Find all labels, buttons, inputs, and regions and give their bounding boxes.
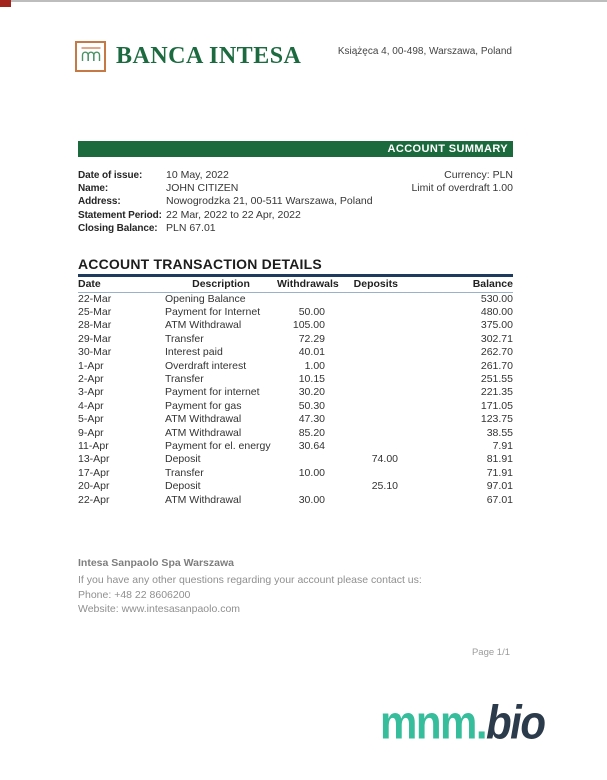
table-row [78,439,513,452]
table-row [78,359,513,372]
transactions-table [78,277,513,507]
summary-label-date-of-issue: Date of issue: [78,170,143,181]
cell-date: 5-Apr [78,413,104,426]
overdraft-line: Limit of overdraft 1.00 [411,182,513,195]
page-top-rule [0,0,607,2]
summary-right-info [411,169,513,195]
watermark-prefix: mnm. [380,696,487,749]
cell-description: Opening Balance [165,292,246,305]
summary-label-statement-period: Statement Period: [78,209,162,221]
cell-description: Deposit [165,480,201,493]
corner-mark [0,0,11,7]
cell-deposits [325,359,398,372]
cell-balance: 7.91 [492,439,513,452]
cell-withdrawals: 50.00 [298,306,325,319]
cell-deposits [325,426,398,439]
table-row [78,426,513,439]
cell-date: 3-Apr [78,386,104,399]
cell-description: ATM Withdrawal [165,426,242,439]
cell-description: Transfer [165,466,204,479]
cell-balance: 262.70 [480,346,513,359]
cell-deposits [325,346,398,359]
statement-footer [78,556,422,617]
cell-date: 13-Apr [78,453,110,466]
column-header-balance: Balance [398,277,513,293]
table-row [78,453,513,466]
cell-description: ATM Withdrawal [165,493,242,506]
footer-website: Website: www.intesasanpaolo.com [78,603,241,616]
cell-date: 22-Mar [78,292,112,305]
cell-balance: 480.00 [480,306,513,319]
column-header-deposits: Deposits [325,277,398,293]
cell-balance: 302.71 [480,332,513,345]
table-row [78,466,513,479]
bank-logo [75,41,106,72]
cell-balance: 375.00 [480,319,513,332]
cell-deposits [325,372,398,385]
cell-withdrawals [277,292,325,305]
summary-label-address: Address: [78,196,121,208]
cell-withdrawals: 10.00 [298,466,325,479]
cell-date: 29-Mar [78,332,112,345]
transactions-body [78,292,513,506]
table-row [78,319,513,332]
cell-date: 20-Apr [78,480,110,493]
cell-deposits [325,332,398,345]
table-row [78,346,513,359]
cell-deposits: 74.00 [371,453,398,466]
cell-withdrawals: 47.30 [298,413,325,426]
cell-balance: 67.01 [486,493,513,506]
column-header-date: Date [78,277,165,293]
column-header-description: Description [165,277,277,293]
summary-value-date-of-issue: 10 May, 2022 [166,169,229,181]
cell-balance: 38.55 [486,426,513,439]
aqueduct-arches-icon [79,42,103,71]
cell-deposits [325,493,398,506]
cell-description: Deposit [165,453,201,466]
transactions-title: ACCOUNT TRANSACTION DETAILS [78,256,322,272]
cell-description: Overdraft interest [165,359,247,372]
table-row [78,479,513,492]
cell-deposits: 25.10 [371,480,398,493]
cell-withdrawals [277,453,325,466]
cell-date: 2-Apr [78,373,104,386]
cell-description: Payment for internet [165,386,260,399]
cell-date: 25-Mar [78,306,112,319]
cell-withdrawals: 72.29 [298,332,325,345]
cell-withdrawals: 1.00 [304,359,325,372]
cell-balance: 221.35 [480,386,513,399]
summary-label-name: Name: [78,183,109,195]
summary-value-address: Nowogrodzka 21, 00-511 Warszawa, Poland [166,195,373,208]
table-row [78,399,513,412]
summary-label-closing-balance: Closing Balance: [78,222,158,234]
cell-date: 4-Apr [78,399,104,412]
page-indicator: Page 1/1 [471,647,510,658]
cell-deposits [325,413,398,426]
currency-line: Currency: PLN [444,169,513,181]
cell-balance: 251.55 [480,373,513,386]
cell-balance: 81.91 [486,453,513,466]
cell-date: 28-Mar [78,319,112,332]
cell-date: 1-Apr [78,359,104,372]
cell-deposits [325,439,398,452]
cell-deposits [325,305,398,318]
cell-deposits [325,386,398,399]
table-row [78,372,513,385]
cell-description: Transfer [165,373,204,386]
cell-deposits [325,292,398,305]
watermark-suffix: bio [486,696,545,749]
cell-description: ATM Withdrawal [165,319,242,332]
cell-description: ATM Withdrawal [165,413,242,426]
cell-date: 9-Apr [78,426,104,439]
bank-name: BANCA INTESA [116,43,302,69]
table-row [78,493,513,506]
table-header-row [78,277,513,293]
account-summary-banner: ACCOUNT SUMMARY [78,141,513,157]
cell-deposits [325,466,398,479]
cell-description: Interest paid [165,346,223,359]
summary-value-name: JOHN CITIZEN [166,182,239,195]
cell-withdrawals: 10.15 [298,373,325,386]
cell-description: Payment for Internet [165,306,261,319]
cell-balance: 530.00 [480,292,513,305]
cell-withdrawals: 40.01 [298,346,325,359]
cell-withdrawals [277,479,325,492]
column-header-withdrawals: Withdrawals [277,277,325,293]
bank-address: Książęca 4, 00-498, Warszawa, Poland [337,46,512,57]
footer-phone: Phone: +48 22 8606200 [78,588,191,601]
cell-withdrawals: 85.20 [298,426,325,439]
cell-description: Payment for el. energy [165,439,271,452]
cell-withdrawals: 30.64 [298,439,325,452]
cell-balance: 71.91 [486,466,513,479]
footer-contact-note: If you have any other questions regarding your account please contact us: [78,573,422,586]
cell-withdrawals: 50.30 [298,399,325,412]
cell-date: 22-Apr [78,493,110,506]
cell-date: 17-Apr [78,466,110,479]
cell-deposits [325,399,398,412]
cell-description: Payment for gas [165,399,242,412]
mnm-bio-watermark [380,696,545,750]
cell-withdrawals: 30.20 [298,386,325,399]
cell-balance: 123.75 [480,413,513,426]
table-row [78,292,513,305]
statement-header [75,41,512,72]
cell-balance: 97.01 [486,480,513,493]
table-row [78,386,513,399]
cell-date: 11-Apr [78,439,109,452]
cell-date: 30-Mar [78,346,112,359]
transactions-section [78,256,513,506]
cell-balance: 261.70 [480,359,513,372]
table-row [78,413,513,426]
cell-withdrawals: 30.00 [298,493,325,506]
account-summary-section [78,169,513,235]
cell-deposits [325,319,398,332]
summary-value-statement-period: 22 Mar, 2022 to 22 Apr, 2022 [166,208,301,221]
cell-withdrawals: 105.00 [292,319,325,332]
cell-balance: 171.05 [480,399,513,412]
table-row [78,332,513,345]
summary-value-closing-balance: PLN 67.01 [166,221,216,234]
cell-description: Transfer [165,332,204,345]
footer-company: Intesa Sanpaolo Spa Warszawa [78,557,234,569]
table-row [78,305,513,318]
